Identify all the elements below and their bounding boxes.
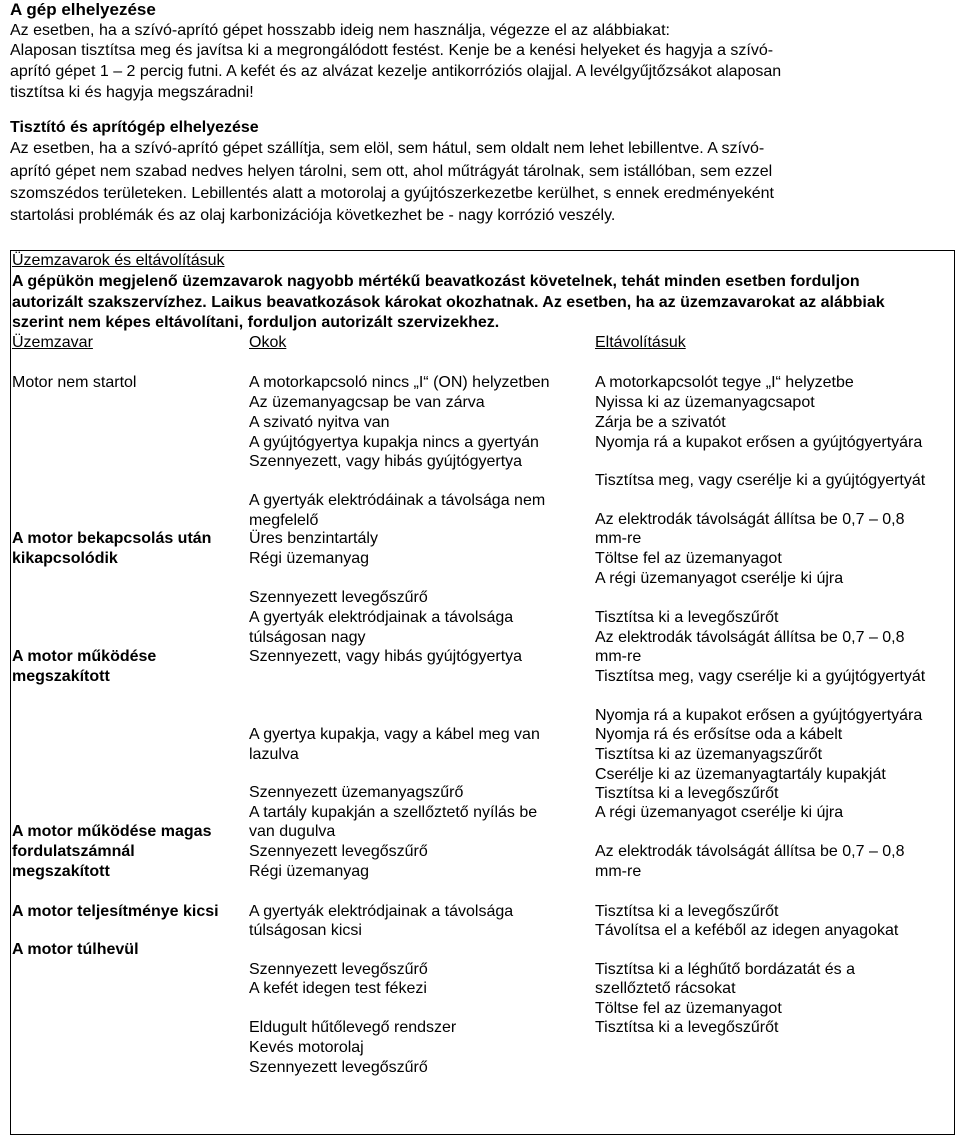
remedy-item: Tisztítsa ki a levegőszűrőt — [595, 609, 779, 626]
remedy-item: mm-re — [595, 648, 642, 665]
remedy-item: Az elektrodák távolságát állítsa be 0,7 – 0,8 — [595, 629, 905, 646]
section2-line: Az esetben, ha a szívó-aprító gépet szállítja, sem elöl, sem hátul, sem oldalt nem lehet lebillentve. A szívó- — [10, 140, 765, 157]
column-header-cause: Okok — [249, 334, 287, 351]
remedy-item: Cserélje ki az üzemanyagtartály kupakját — [595, 766, 886, 783]
remedy-item: A régi üzemanyagot cserélje ki újra — [595, 804, 844, 821]
section-title-transport: Tisztító és aprítógép elhelyezése — [10, 119, 259, 136]
remedy-item: Tisztítsa meg, vagy cserélje ki a gyújtógyertyát — [595, 472, 926, 489]
remedy-item: mm-re — [595, 863, 642, 880]
cause-item: A gyertyák elektródjainak a távolsága — [249, 903, 514, 920]
section2-line: szomszédos területeken. Lebillentés alatt a motorolaj a gyújtószerkezetbe kerülhet, s ennek eredményeként — [10, 185, 774, 202]
cause-item: Szennyezett üzemanyagszűrő — [249, 784, 464, 801]
remedy-item: Tisztítsa ki a léghűtő bordázatát és a — [595, 961, 855, 978]
troubleshooting-intro-line: autorizált szakszervízhez. Laikus beavatkozások károkat okozhatnak. Az esetben, ha az üzemzavarokat az alábbiak — [12, 294, 885, 311]
remedy-item: Nyissa ki az üzemanyagcsapot — [595, 394, 815, 411]
section1-line: Alaposan tisztítsa meg és javítsa ki a megrongálódott festést. Kenje be a kenési helyeket és hagyja a szívó- — [10, 42, 774, 59]
fault-item: fordulatszámnál — [12, 843, 135, 860]
cause-item: Kevés motorolaj — [249, 1039, 364, 1056]
cause-item: lazulva — [249, 746, 299, 763]
remedy-item: mm-re — [595, 530, 642, 547]
remedy-item: Töltse fel az üzemanyagot — [595, 1000, 782, 1017]
section-title-machine-storage: A gép elhelyezése — [10, 0, 156, 19]
cause-item: Az üzemanyagcsap be van zárva — [249, 394, 485, 411]
cause-item: megfelelő — [249, 512, 319, 529]
section1-line: tisztítsa ki és hagyja megszáradni! — [10, 84, 254, 101]
fault-item: A motor működése — [12, 648, 157, 665]
cause-item: A tartály kupakján a szellőztető nyílás be — [249, 804, 538, 821]
section1-line: Az esetben, ha a szívó-aprító gépet hosszabb ideig nem használja, végezze el az alábbiakat: — [10, 22, 670, 39]
troubleshooting-intro-line: szerint nem képes eltávolítani, forduljon autorizált szervizekhez. — [12, 314, 500, 331]
fault-item: A motor működése magas — [12, 823, 212, 840]
fault-item: A motor teljesítménye kicsi — [12, 903, 219, 920]
cause-item: túlságosan nagy — [249, 629, 366, 646]
section1-line: aprító gépet 1 – 2 percig futni. A kefét és az alvázat kezelje antikorróziós olajjal. A levélgyűjtőzsákot alaposan — [10, 63, 782, 80]
cause-item: Szennyezett levegőszűrő — [249, 961, 428, 978]
cause-item: A motorkapcsoló nincs „I“ (ON) helyzetben — [249, 374, 550, 391]
remedy-item: szellőztető rácsokat — [595, 980, 736, 997]
remedy-item: Távolítsa el a keféből az idegen anyagokat — [595, 922, 899, 939]
remedy-item: Nyomja rá és erősítse oda a kábelt — [595, 726, 843, 743]
troubleshooting-title: Üzemzavarok és eltávolításuk — [12, 252, 225, 269]
cause-item: Szennyezett levegőszűrő — [249, 1059, 428, 1076]
fault-item: kikapcsolódik — [12, 550, 118, 567]
cause-item: A kefét idegen test fékezi — [249, 980, 427, 997]
cause-item: A gyertyák elektródjainak a távolsága — [249, 609, 514, 626]
cause-item: Eldugult hűtőlevegő rendszer — [249, 1019, 457, 1036]
remedy-item: Tisztítsa meg, vagy cserélje ki a gyújtógyertyát — [595, 668, 926, 685]
fault-item: A motor bekapcsolás után — [12, 530, 212, 547]
fault-item: Motor nem startol — [12, 374, 137, 391]
cause-item: Régi üzemanyag — [249, 550, 370, 567]
remedy-item: Az elektrodák távolságát állítsa be 0,7 – 0,8 — [595, 511, 905, 528]
section2-line: startolási problémák és az olaj karbonizációja következhet be - nagy korrózió veszély. — [10, 207, 616, 224]
cause-item: A gyújtógyertya kupakja nincs a gyertyán — [249, 434, 539, 451]
cause-item: túlságosan kicsi — [249, 922, 362, 939]
cause-item: Régi üzemanyag — [249, 863, 370, 880]
cause-item: A gyertyák elektródáinak a távolsága nem — [249, 492, 546, 509]
fault-item: megszakított — [12, 668, 110, 685]
cause-item: A gyertya kupakja, vagy a kábel meg van — [249, 726, 540, 743]
remedy-item: Tisztítsa ki a levegőszűrőt — [595, 1019, 779, 1036]
remedy-item: A régi üzemanyagot cserélje ki újra — [595, 570, 844, 587]
fault-item: A motor túlhevül — [12, 941, 139, 958]
remedy-item: Tisztítsa ki az üzemanyagszűrőt — [595, 746, 823, 763]
cause-item: Üres benzintartály — [249, 530, 378, 547]
fault-item: megszakított — [12, 863, 110, 880]
cause-item: van dugulva — [249, 823, 336, 840]
cause-item: Szennyezett, vagy hibás gyújtógyertya — [249, 453, 523, 470]
remedy-item: Tisztítsa ki a levegőszűrőt — [595, 903, 779, 920]
column-header-fault: Üzemzavar — [12, 334, 93, 351]
remedy-item: Nyomja rá a kupakot erősen a gyújtógyertyára — [595, 434, 923, 451]
cause-item: A szivató nyitva van — [249, 414, 390, 431]
remedy-item: Zárja be a szivatót — [595, 414, 726, 431]
troubleshooting-table — [10, 250, 955, 1135]
column-header-remedy: Eltávolításuk — [595, 334, 686, 351]
cause-item: Szennyezett, vagy hibás gyújtógyertya — [249, 648, 523, 665]
remedy-item: A motorkapcsolót tegye „I“ helyzetbe — [595, 374, 854, 391]
remedy-item: Tisztítsa ki a levegőszűrőt — [595, 785, 779, 802]
cause-item: Szennyezett levegőszűrő — [249, 589, 428, 606]
remedy-item: Az elektrodák távolságát állítsa be 0,7 – 0,8 — [595, 843, 905, 860]
remedy-item: Nyomja rá a kupakot erősen a gyújtógyertyára — [595, 707, 923, 724]
section2-line: aprító gépet nem szabad nedves helyen tárolni, sem ott, ahol műtrágyát tárolnak, sem istállóban, sem ezzel — [10, 163, 773, 180]
remedy-item: Töltse fel az üzemanyagot — [595, 550, 782, 567]
cause-item: Szennyezett levegőszűrő — [249, 843, 428, 860]
troubleshooting-intro-line: A gépükön megjelenő üzemzavarok nagyobb mértékű beavatkozást követelnek, tehát minden esetben forduljon — [12, 273, 860, 290]
